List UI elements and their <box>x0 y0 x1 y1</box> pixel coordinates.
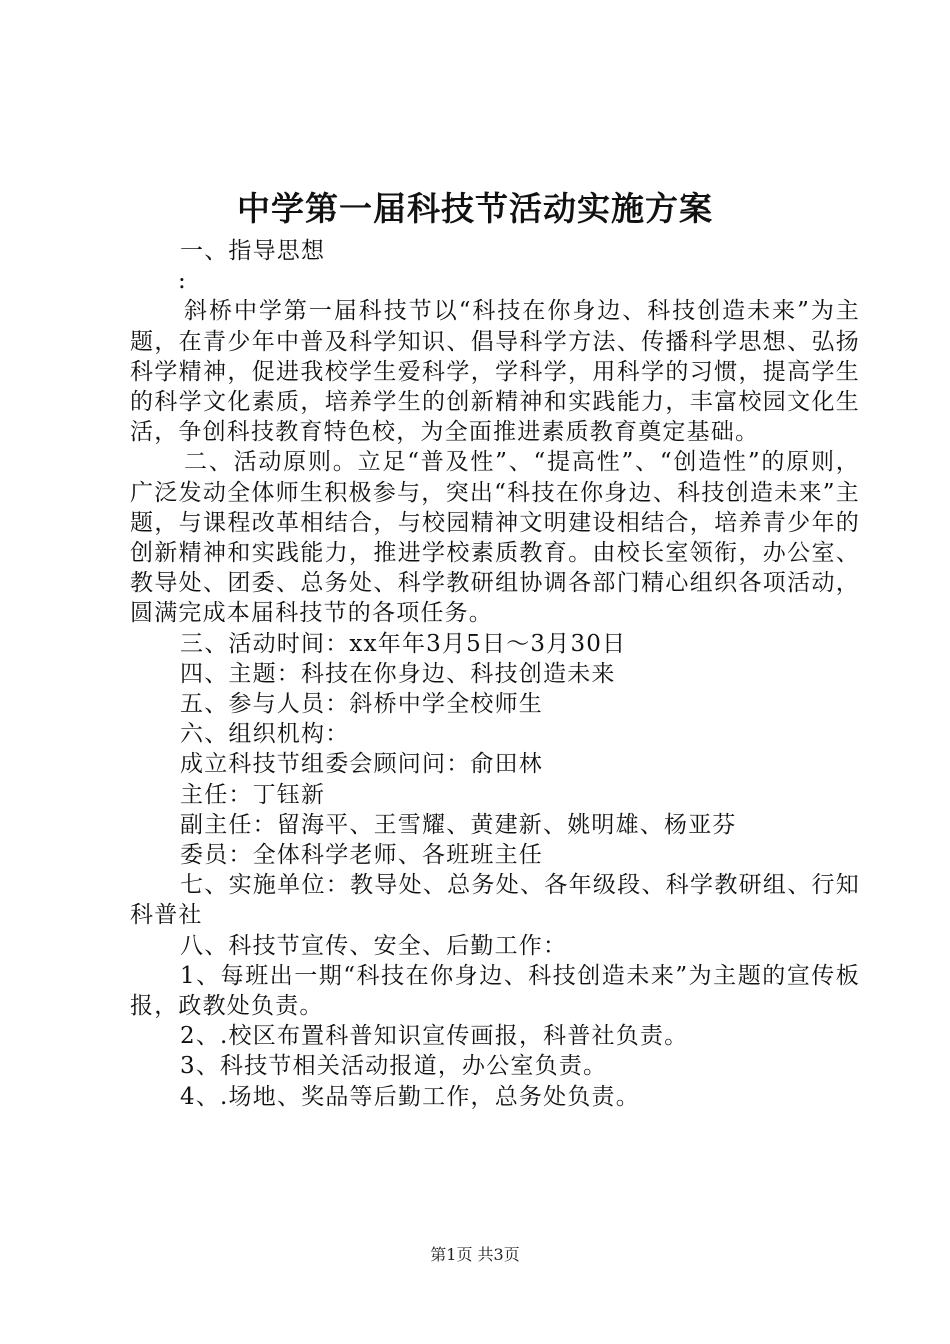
paragraph-guiding-ideology: 斜桥中学第一届科技节以“科技在你身边、科技创造未来”为主题，在青少年中普及科学知识、倡导科学方法、传播科学思想、弘扬科学精神，促进我校学生爱科学，学科学，用科学的习惯，提高学生的科学文化素质，培养学生的创新精神和实践能力，丰富校园文化生活，争创科技教育特色校，为全面推进素质教育奠定基础。 <box>130 298 860 446</box>
paragraph-members: 委员：全体科学老师、各班班主任 <box>180 842 543 869</box>
paragraph-deputy-directors: 副主任：留海平、王雪耀、黄建新、姚明雄、杨亚芬 <box>180 811 737 838</box>
paragraph-implementing-units: 七、实施单位：教导处、总务处、各年级段、科学教研组、行知科普社 <box>130 872 860 929</box>
document-title: 中学第一届科技节活动实施方案 <box>237 189 713 228</box>
paragraph-director: 主任：丁钰新 <box>180 781 326 808</box>
colon-line: : <box>178 268 187 295</box>
paragraph-publicity-safety-logistics: 八、科技节宣传、安全、后勤工作： <box>180 932 568 959</box>
page-indicator: 第1页 共3页 <box>430 1245 520 1264</box>
list-item-3: 3、科技节相关活动报道，办公室负责。 <box>180 1053 608 1080</box>
paragraph-committee-advisor: 成立科技节组委会顾问问：俞田林 <box>180 751 543 778</box>
section-heading-guiding-ideology: 一、指导思想 <box>180 238 326 264</box>
paragraph-activity-principles: 二、活动原则。立足“普及性”、“提高性”、“创造性”的原则，广泛发动全体师生积极参与，突出“科技在你身边、科技创造未来”主题，与课程改革相结合，与校园精神文明建设相结合，培养青少年的创新精神和实践能力，推进学校素质教育。由校长室领衔，办公室、教导处、团委、总务处、科学教研组协调各部门精心组织各项活动，圆满完成本届科技节的各项任务。 <box>130 449 860 627</box>
document-body <box>130 236 860 1112</box>
list-item-2: 2、.校区布置科普知识宣传画报，科普社负责。 <box>180 1023 689 1050</box>
paragraph-organization: 六、组织机构： <box>180 721 350 748</box>
paragraph-participants: 五、参与人员：斜桥中学全校师生 <box>180 691 543 718</box>
list-item-4: 4、.场地、奖品等后勤工作，总务处负责。 <box>180 1083 640 1110</box>
list-item-1: 1、每班出一期“科技在你身边、科技创造未来”为主题的宣传板报，政教处负责。 <box>130 962 860 1020</box>
paragraph-activity-time: 三、活动时间：xx年年3月5日～3月30日 <box>180 630 627 657</box>
paragraph-theme: 四、主题：科技在你身边、科技创造未来 <box>180 660 616 687</box>
